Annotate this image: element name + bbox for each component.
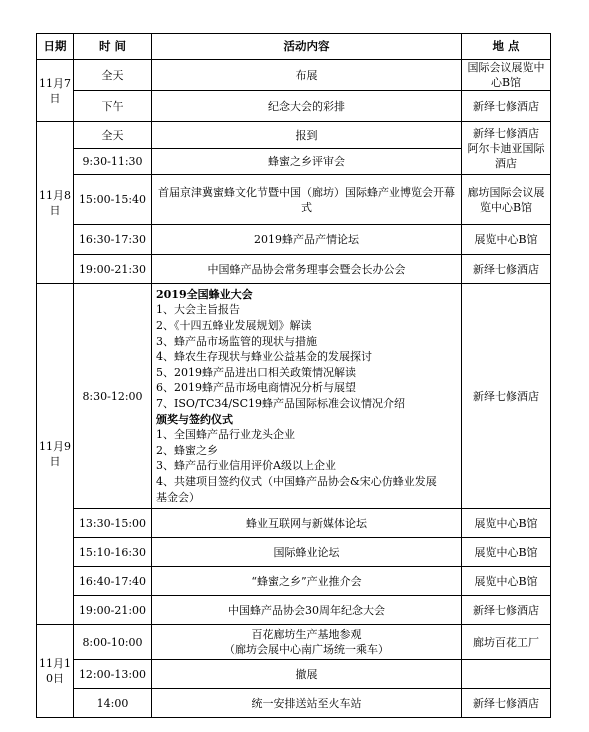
date-cell: 11月10日 <box>37 625 74 718</box>
location-cell <box>462 660 551 689</box>
table-row <box>37 175 551 225</box>
table-row <box>37 509 551 538</box>
table-row <box>37 122 551 149</box>
time-cell: 9:30-11:30 <box>74 149 152 175</box>
time-cell: 12:00-13:00 <box>74 660 152 689</box>
activity-cell: 统一安排送站至火车站 <box>152 689 462 718</box>
agenda-item: 4、共建项目签约仪式（中国蜂产品协会&宋心仿蜂业发展 <box>156 474 437 488</box>
time-cell: 14:00 <box>74 689 152 718</box>
activity-cell: 报到 <box>152 122 462 149</box>
activity-cell: 布展 <box>152 60 462 91</box>
location-cell: 展览中心B馆 <box>462 567 551 596</box>
activity-cell <box>152 284 462 509</box>
table-row <box>37 91 551 122</box>
agenda-item: 1、大会主旨报告 <box>156 303 240 317</box>
agenda-item: 1、全国蜂产品行业龙头企业 <box>156 428 295 442</box>
table-row <box>37 60 551 91</box>
activity-cell: 百花廊坊生产基地参观 （廊坊会展中心南广场统一乘车） <box>152 625 462 660</box>
date-cell: 11月8日 <box>37 122 74 284</box>
location-cell: 新绎七修酒店 <box>462 284 551 509</box>
table-row <box>37 255 551 284</box>
location-cell: 新绎七修酒店 <box>462 255 551 284</box>
table-row <box>37 225 551 255</box>
header-row <box>37 34 551 60</box>
agenda-item: 3、蜂产品行业信用评价A级以上企业 <box>156 459 336 473</box>
time-cell: 15:00-15:40 <box>74 175 152 225</box>
activity-cell: “蜂蜜之乡”产业推介会 <box>152 567 462 596</box>
agenda-item: 基金会） <box>156 490 200 504</box>
activity-cell: 蜂业互联网与新媒体论坛 <box>152 509 462 538</box>
time-cell: 13:30-15:00 <box>74 509 152 538</box>
agenda-item: 6、2019蜂产品市场电商情况分析与展望 <box>156 381 356 395</box>
activity-cell: 2019蜂产品产情论坛 <box>152 225 462 255</box>
time-cell: 19:00-21:30 <box>74 255 152 284</box>
table-row <box>37 596 551 625</box>
location-cell: 新绎七修酒店 <box>462 91 551 122</box>
activity-cell: 撤展 <box>152 660 462 689</box>
agenda-heading: 2019全国蜂业大会 <box>156 287 253 301</box>
location-cell: 新绎七修酒店 <box>462 689 551 718</box>
activity-cell: 国际蜂业论坛 <box>152 538 462 567</box>
time-cell: 下午 <box>74 91 152 122</box>
location-cell: 新绎七修酒店 <box>462 596 551 625</box>
agenda-item: 4、蜂农生存现状与蜂业公益基金的发展探讨 <box>156 350 372 364</box>
activity-cell: 纪念大会的彩排 <box>152 91 462 122</box>
date-cell: 11月7日 <box>37 60 74 122</box>
agenda-item: 7、ISO/TC34/SC19蜂产品国际标准会议情况介绍 <box>156 397 406 410</box>
agenda-item: 3、蜂产品市场监管的现状与措施 <box>156 334 317 348</box>
location-cell: 国际会议展览中心B馆 <box>462 60 551 91</box>
table-row <box>37 625 551 660</box>
location-cell: 展览中心B馆 <box>462 225 551 255</box>
header-location: 地 点 <box>462 34 551 60</box>
time-cell: 15:10-16:30 <box>74 538 152 567</box>
date-cell: 11月9日 <box>37 284 74 625</box>
schedule-table <box>36 33 551 718</box>
activity-cell: 中国蜂产品协会30周年纪念大会 <box>152 596 462 625</box>
location-cell: 廊坊国际会议展览中心B馆 <box>462 175 551 225</box>
table-row <box>37 538 551 567</box>
table-row <box>37 660 551 689</box>
agenda-item: 2、蜂蜜之乡 <box>156 443 218 457</box>
header-activity: 活动内容 <box>152 34 462 60</box>
table-row <box>37 689 551 718</box>
table-row <box>37 567 551 596</box>
activity-cell: 首届京津冀蜜蜂文化节暨中国（廊坊）国际蜂产业博览会开幕式 <box>152 175 462 225</box>
time-cell: 全天 <box>74 60 152 91</box>
time-cell: 8:00-10:00 <box>74 625 152 660</box>
location-cell: 廊坊百花工厂 <box>462 625 551 660</box>
agenda-item: 2、《十四五蜂业发展规划》解读 <box>156 319 312 333</box>
time-cell: 16:30-17:30 <box>74 225 152 255</box>
activity-cell: 中国蜂产品协会常务理事会暨会长办公会 <box>152 255 462 284</box>
header-time: 时 间 <box>74 34 152 60</box>
agenda-heading: 颁奖与签约仪式 <box>156 412 233 426</box>
header-date: 日期 <box>37 34 74 60</box>
time-cell: 19:00-21:00 <box>74 596 152 625</box>
location-cell: 展览中心B馆 <box>462 538 551 567</box>
time-cell: 全天 <box>74 122 152 149</box>
location-cell: 新绎七修酒店 阿尔卡迪亚国际酒店 <box>462 122 551 175</box>
time-cell: 16:40-17:40 <box>74 567 152 596</box>
time-cell: 8:30-12:00 <box>74 284 152 509</box>
location-cell: 展览中心B馆 <box>462 509 551 538</box>
activity-cell: 蜂蜜之乡评审会 <box>152 149 462 175</box>
agenda-item: 5、2019蜂产品进出口相关政策情况解读 <box>156 365 356 379</box>
table-row <box>37 284 551 509</box>
